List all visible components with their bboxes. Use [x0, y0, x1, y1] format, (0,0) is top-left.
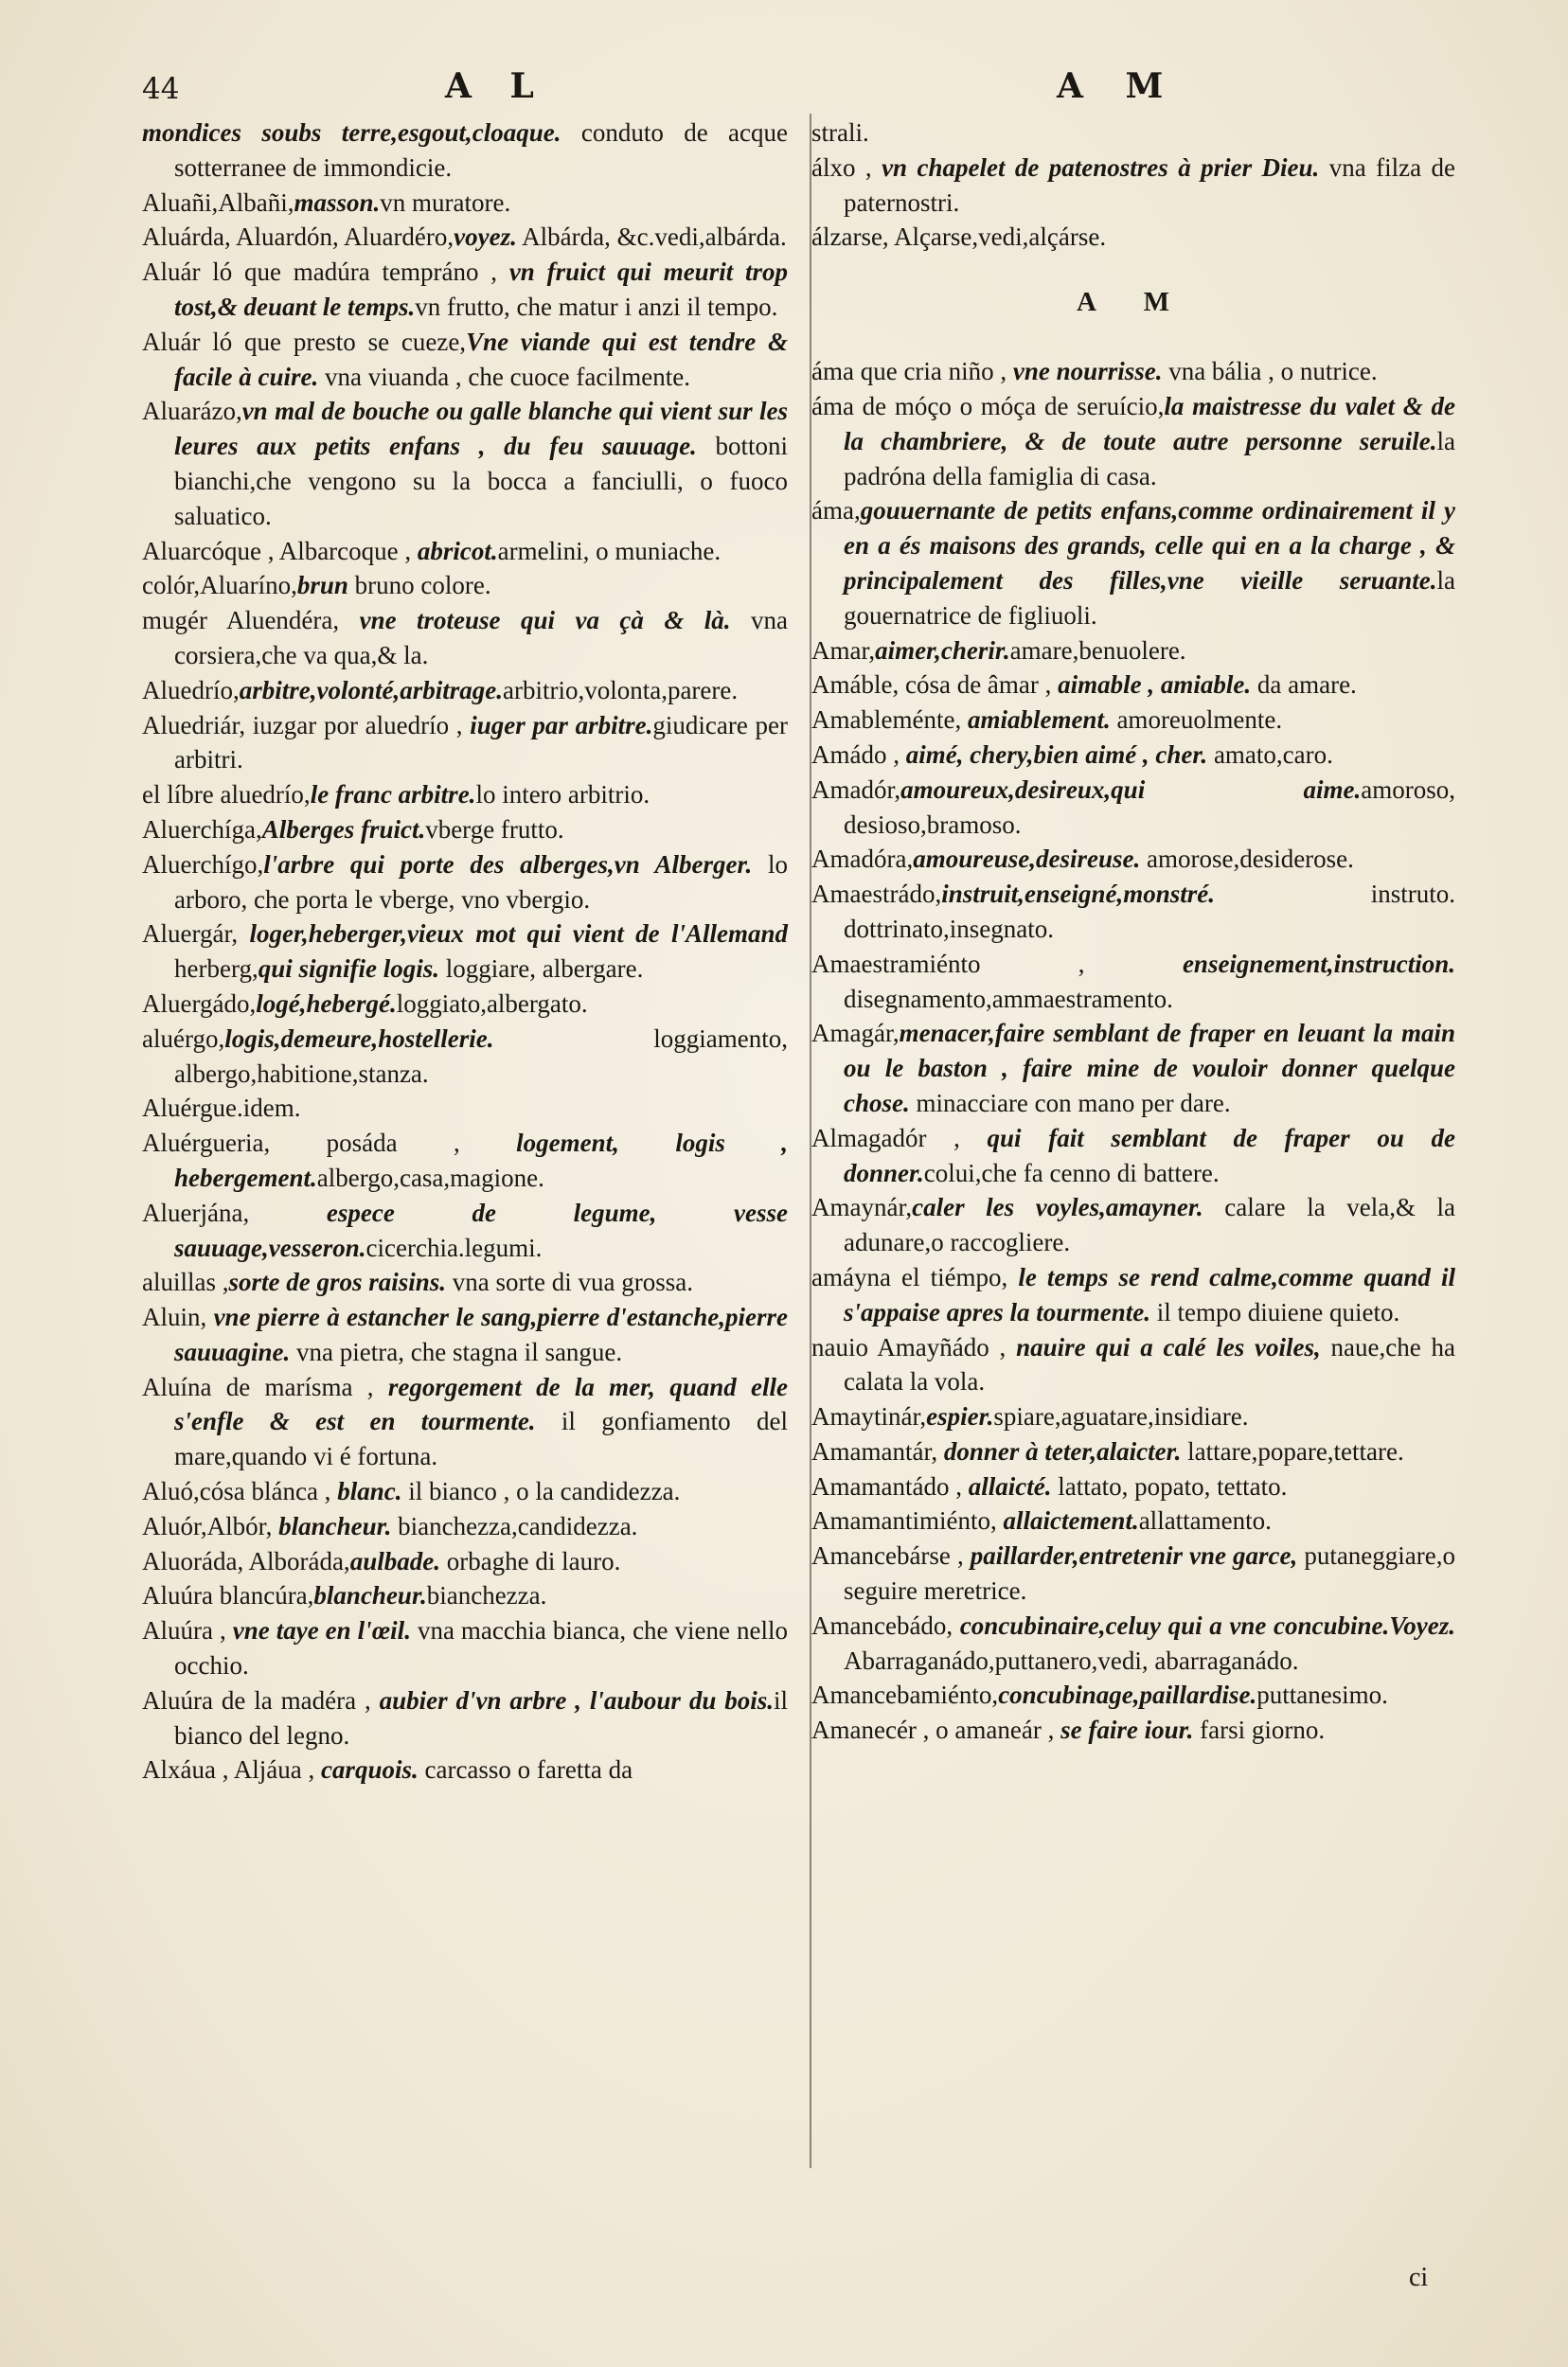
french-gloss: Vne viande qui est tendre & facile à cuire. — [174, 327, 788, 391]
entry-text: vna filza de paternostri. — [844, 152, 1455, 217]
entry-text: aluillas , — [142, 1268, 229, 1297]
entry-text: Amádo , — [811, 739, 906, 769]
entry-text: amoroso, desioso,bramoso. — [844, 774, 1455, 839]
entry-text: calare la vela,& la adunare,o raccogliere. — [844, 1193, 1456, 1257]
entry-text: Aluin, — [142, 1303, 214, 1332]
entry-text: Aluoráda, Alboráda, — [142, 1546, 350, 1575]
french-gloss: vne pierre à estancher le sang,pierre d'estanche,pierre sauuagine. — [174, 1303, 788, 1366]
french-gloss: vne nourrisse. — [1012, 357, 1163, 386]
dictionary-entry — [811, 1016, 1455, 1120]
dictionary-entry — [142, 603, 788, 673]
entry-text: Amaestrádo, — [811, 880, 942, 909]
dictionary-entry — [811, 842, 1455, 877]
entry-text: lo intero arbitrio. — [475, 780, 650, 810]
french-gloss: vn mal de bouche ou galle blanche qui vient sur les leures aux petits enfans , du feu sauuage. — [174, 397, 788, 461]
french-gloss: voyez. — [454, 222, 517, 252]
entry-text: farsi giorno. — [1193, 1716, 1326, 1745]
french-gloss: sorte de gros raisins. — [228, 1268, 447, 1297]
french-gloss: vn chapelet de patenostres à prier Dieu. — [882, 152, 1320, 182]
entry-text: Aluerchíga, — [142, 814, 262, 844]
dictionary-entry — [142, 1091, 788, 1126]
entry-text: Aluergár, — [142, 919, 250, 949]
right-column — [811, 116, 1455, 1748]
dictionary-entry — [811, 1330, 1455, 1400]
french-gloss: gouuernante de petits enfans,comme ordinairement il y en a és maisons des grands, celle qui en a la charge , & principalement des filles,vne vieille seruante. — [844, 496, 1455, 595]
entry-text: vn muratore. — [380, 187, 511, 217]
entry-text: spiare,aguatare,insidiare. — [993, 1402, 1249, 1432]
french-gloss: amoureuse,desireuse. — [913, 845, 1141, 874]
entry-text: Amamantádo , — [811, 1471, 969, 1501]
dictionary-entry — [142, 325, 788, 395]
entry-text: vn frutto, che matur i anzi il tempo. — [415, 292, 778, 321]
french-gloss: instruit,enseigné,monstré. — [941, 880, 1216, 909]
entry-text: la padróna della famiglia di casa. — [844, 426, 1455, 490]
left-running-head: A L — [445, 66, 547, 106]
entry-text: cicerchia.legumi. — [365, 1233, 543, 1262]
dictionary-entry — [811, 877, 1455, 947]
dictionary-entry — [811, 1190, 1455, 1260]
entry-text: Almagadór , — [811, 1123, 988, 1152]
entry-text: Amableménte, — [811, 705, 968, 735]
entry-text: bruno colore. — [347, 571, 491, 600]
dictionary-entry — [811, 773, 1455, 843]
dictionary-entry — [142, 1196, 788, 1266]
dictionary-entry — [142, 1544, 788, 1579]
entry-text: Amaestramiénto , — [811, 949, 1183, 978]
entry-text: herberg, — [174, 954, 258, 984]
french-gloss: blancheur. — [278, 1511, 392, 1540]
entry-text: albergo,casa,magione. — [316, 1163, 544, 1192]
french-gloss: vn fruict qui meurit trop tost,& deuant le temps. — [174, 258, 788, 321]
entry-text: Aluañi,Albañi, — [142, 187, 294, 217]
dictionary-entry — [811, 220, 1455, 255]
entry-text: vna pietra, che stagna il sangue. — [290, 1337, 623, 1366]
entry-text: vberge frutto. — [425, 814, 564, 844]
entry-text: el líbre aluedrío, — [142, 780, 311, 810]
french-gloss: qui signifie logis. — [258, 954, 439, 984]
catchword: ci — [1409, 2263, 1429, 2292]
french-gloss: Alberges fruict. — [261, 814, 426, 844]
entry-text: mugér Aluendéra, — [142, 606, 360, 635]
entry-text: Amaynár, — [811, 1193, 913, 1222]
entry-text: Amamantár, — [811, 1436, 944, 1466]
entry-text: Amaytinár, — [811, 1402, 927, 1432]
dictionary-entry — [811, 1539, 1455, 1609]
dictionary-entry — [142, 116, 788, 186]
dictionary-entry — [142, 673, 788, 708]
entry-text: amáyna el tiémpo, — [811, 1262, 1019, 1291]
entry-text: Aluérgueria, posáda , — [142, 1129, 517, 1158]
entry-text: Amancebamiénto, — [811, 1681, 999, 1710]
dictionary-entry — [811, 947, 1455, 1017]
french-gloss: mondices soubs terre,esgout,cloaque. — [142, 118, 561, 147]
french-gloss: la maistresse du valet & de la chambriere, & de toute autre personne seruile. — [844, 391, 1455, 455]
dictionary-entry — [142, 1300, 788, 1370]
dictionary-entry — [811, 633, 1455, 668]
dictionary-entry — [811, 1121, 1455, 1191]
french-gloss: concubinage,paillardise. — [998, 1681, 1257, 1710]
french-gloss: menacer,faire semblant de fraper en leuant la main ou le baston , faire mine de vouloir donner quelque chose. — [844, 1019, 1455, 1117]
right-running-head: A M — [1057, 66, 1179, 106]
french-gloss: allaictement. — [1003, 1506, 1139, 1536]
dictionary-entry — [142, 220, 788, 255]
dictionary-entry — [142, 394, 788, 533]
dictionary-entry — [811, 1469, 1455, 1504]
french-gloss: se faire iour. — [1060, 1716, 1194, 1745]
entry-text: Amancebádo, — [811, 1611, 960, 1640]
entry-text: Aluúra , — [142, 1616, 233, 1646]
dictionary-entry — [811, 1713, 1455, 1748]
dictionary-entry — [142, 1753, 788, 1788]
dictionary-entry — [142, 1613, 788, 1683]
dictionary-entry — [811, 1609, 1455, 1679]
entry-text: álzarse, Alçarse,vedi,alçárse. — [811, 222, 1107, 252]
dictionary-entry — [142, 255, 788, 325]
entry-text: Aluár ló que madúra tempráno , — [142, 258, 509, 287]
entry-text: orbaghe di lauro. — [439, 1546, 621, 1575]
dictionary-entry — [142, 777, 788, 812]
dictionary-entry — [142, 1370, 788, 1474]
entry-text: amoreuolmente. — [1110, 705, 1283, 735]
entry-text: il gonfiamento del mare,quando vi é fortuna. — [174, 1407, 788, 1471]
entry-text: aluérgo, — [142, 1023, 225, 1053]
dictionary-entry — [142, 1509, 788, 1544]
dictionary-entry — [811, 389, 1455, 493]
entry-text: bianchezza,candidezza. — [391, 1511, 638, 1540]
entry-text: puttanesimo. — [1256, 1681, 1388, 1710]
french-gloss: vne taye en l'œil. — [232, 1616, 411, 1646]
entry-text: áma, — [811, 496, 861, 525]
entry-text: bottoni bianchi,che vengono su la bocca a fanciulli, o fuoco saluatico. — [174, 432, 788, 530]
entry-text: Aluár ló que presto se cueze, — [142, 327, 467, 356]
dictionary-entry — [142, 568, 788, 603]
page-number: 44 — [142, 72, 180, 106]
french-gloss: abricot. — [417, 536, 498, 565]
french-gloss: regorgement de la mer, quand elle s'enfle & est en tourmente. — [174, 1372, 788, 1436]
entry-text: Amáble, cósa de âmar , — [811, 670, 1059, 700]
entry-text: Aluerjána, — [142, 1198, 327, 1227]
french-gloss: masson. — [294, 187, 381, 217]
entry-text: carcasso o faretta da — [418, 1755, 633, 1785]
entry-text: Aluarcóque , Albarcoque , — [142, 536, 418, 565]
french-gloss: qui fait semblant de fraper ou de donner. — [844, 1123, 1455, 1187]
entry-text: strali. — [811, 118, 869, 147]
dictionary-entry — [811, 1260, 1455, 1330]
entry-text: Alxáua , Aljáua , — [142, 1755, 321, 1785]
french-gloss: logement, logis , hebergement. — [174, 1129, 788, 1192]
entry-text: allattamento. — [1138, 1506, 1272, 1536]
french-gloss: logis,demeure,hostellerie. — [224, 1023, 494, 1053]
entry-text: da amare. — [1251, 670, 1357, 700]
dictionary-entry — [142, 534, 788, 569]
french-gloss: nauire qui a calé les voiles, — [1016, 1332, 1321, 1361]
dictionary-entry — [142, 847, 788, 917]
entry-text: Amadór, — [811, 774, 901, 804]
dictionary-entry — [142, 1022, 788, 1092]
entry-text: Amagár, — [811, 1019, 900, 1048]
entry-text: giudicare per arbitri. — [174, 710, 788, 774]
french-gloss: donner à teter,alaicter. — [943, 1436, 1182, 1466]
dictionary-entry — [142, 1265, 788, 1300]
entry-text: colui,che fa cenno di battere. — [923, 1158, 1220, 1187]
french-gloss: aubier d'vn arbre , l'aubour du bois. — [379, 1685, 774, 1715]
entry-text: Albárda, &c.vedi,albárda. — [516, 222, 787, 252]
section-heading: A M — [1077, 287, 1190, 318]
entry-text: Aluó,cósa blánca , — [142, 1477, 338, 1506]
dictionary-entry — [811, 493, 1455, 632]
dictionary-entry — [142, 1474, 788, 1509]
dictionary-entry — [811, 1434, 1455, 1469]
entry-text: vna bália , o nutrice. — [1162, 357, 1378, 386]
entry-text: loggiato,albergato. — [396, 988, 588, 1018]
entry-text: il bianco , o la candidezza. — [401, 1477, 681, 1506]
entry-text: naue,che ha calata la vola. — [844, 1332, 1455, 1397]
entry-text: áma de móço o móça de seruício, — [811, 391, 1165, 420]
french-gloss: paillarder,entretenir vne garce, — [970, 1541, 1298, 1571]
french-gloss: loger,heberger,vieux mot qui vient de l'Allemand — [249, 919, 788, 949]
entry-text: colór,Aluaríno, — [142, 571, 297, 600]
dictionary-entry — [142, 708, 788, 778]
entry-text: Abarraganádo,puttanero,vedi, abarraganádo. — [844, 1646, 1299, 1675]
french-gloss: l'arbre qui porte des alberges,vn Alberger. — [263, 849, 753, 879]
entry-text: Amadóra, — [811, 845, 914, 874]
dictionary-entry — [811, 1678, 1455, 1713]
french-gloss: espece de legume, vesse sauuage,vesseron. — [174, 1198, 788, 1262]
dictionary-entry — [142, 186, 788, 221]
entry-text: amato,caro. — [1207, 739, 1333, 769]
french-gloss: aimable , amiable. — [1058, 670, 1252, 700]
entry-text: bianchezza. — [426, 1581, 547, 1611]
entry-text: Aluerchígo, — [142, 849, 264, 879]
dictionary-entry — [811, 738, 1455, 773]
entry-text: amare,benuolere. — [1009, 635, 1186, 665]
entry-text: Amancebárse , — [811, 1541, 971, 1571]
french-gloss: allaicté. — [968, 1471, 1052, 1501]
entry-text: Aluína de marísma , — [142, 1372, 388, 1401]
entry-text: loggiare, albergare. — [439, 954, 644, 984]
dictionary-entry — [142, 1578, 788, 1613]
entry-text: instruto. dottrinato,insegnato. — [844, 880, 1455, 943]
entry-text: Aluúra de la madéra , — [142, 1685, 380, 1715]
right-column-entries — [811, 354, 1455, 1748]
entry-text: vna macchia bianca, che viene nello occhio. — [174, 1616, 788, 1681]
entry-text: conduto de acque sotterranee de immondicie. — [174, 118, 788, 182]
entry-text: Aluarázo, — [142, 397, 242, 426]
entry-text: Aluergádo, — [142, 988, 257, 1018]
dictionary-entry — [142, 1683, 788, 1753]
entry-text: álxo , — [811, 152, 882, 182]
french-gloss: iuger par arbitre. — [470, 710, 653, 739]
entry-text: lattare,popare,tettare. — [1181, 1436, 1404, 1466]
entry-text: Aluedrío, — [142, 675, 240, 704]
dictionary-entry — [811, 667, 1455, 703]
french-gloss: brun — [296, 571, 348, 600]
entry-text: nauio Amayñádo , — [811, 1332, 1017, 1361]
dictionary-entry — [142, 1126, 788, 1196]
french-gloss: caler les voyles,amayner. — [912, 1193, 1203, 1222]
entry-text: minacciare con mano per dare. — [909, 1088, 1231, 1117]
entry-text: Aluór,Albór, — [142, 1511, 279, 1540]
entry-text: vna corsiera,che va qua,& la. — [174, 606, 788, 669]
entry-text: vna sorte di vua grossa. — [446, 1268, 693, 1297]
entry-text: la gouernatrice de figliuoli. — [844, 565, 1455, 630]
french-gloss: aimer,cherir. — [875, 635, 1010, 665]
dictionary-entry — [811, 1399, 1455, 1434]
french-gloss: arbitre,volonté,arbitrage. — [239, 675, 503, 704]
entry-text: amorose,desiderose. — [1140, 845, 1354, 874]
right-column-top-entries — [811, 116, 1455, 255]
entry-text: il bianco del legno. — [174, 1685, 788, 1750]
entry-text: Aluérgue.idem. — [142, 1094, 301, 1123]
dictionary-entry — [142, 987, 788, 1022]
entry-text: Aluedriár, iuzgar por aluedrío , — [142, 710, 471, 739]
dictionary-entry — [142, 917, 788, 987]
entry-text: Amamantimiénto, — [811, 1506, 1004, 1536]
french-gloss: blanc. — [337, 1477, 402, 1506]
entry-text: Amar, — [811, 635, 876, 665]
entry-text: armelini, o muniache. — [497, 536, 722, 565]
entry-text: lo arboro, che porta le vberge, vno vbergio. — [174, 849, 788, 914]
dictionary-entry — [811, 151, 1455, 221]
dictionary-entry — [811, 116, 1455, 151]
left-column — [142, 116, 788, 1788]
running-header — [0, 0, 1568, 114]
entry-text: lattato, popato, tettato. — [1051, 1471, 1288, 1501]
entry-text: Aluárda, Aluardón, Aluardéro, — [142, 222, 454, 252]
dictionary-entry — [811, 703, 1455, 738]
french-gloss: logé,hebergé. — [256, 988, 397, 1018]
entry-text: Aluúra blancúra, — [142, 1581, 314, 1611]
french-gloss: espier. — [926, 1402, 994, 1432]
dictionary-entry — [142, 812, 788, 847]
entry-text: arbitrio,volonta,parere. — [502, 675, 739, 704]
french-gloss: concubinaire,celuy qui a vne concubine.Voyez. — [959, 1611, 1455, 1640]
entry-text: il tempo diuiene quieto. — [1150, 1297, 1400, 1326]
french-gloss: le temps se rend calme,comme quand il s'appaise apres la tourmente. — [844, 1262, 1455, 1326]
french-gloss: aimé, chery,bien aimé , cher. — [905, 739, 1208, 769]
french-gloss: le franc arbitre. — [310, 780, 476, 810]
dictionary-entry — [811, 1504, 1455, 1539]
french-gloss: aulbade. — [349, 1546, 440, 1575]
french-gloss: enseignement,instruction. — [1182, 949, 1455, 978]
entry-text: vna viuanda , che cuoce facilmente. — [318, 362, 691, 391]
entry-text: áma que cria niño , — [811, 357, 1013, 386]
entry-text: Amanecér , o amaneár , — [811, 1716, 1061, 1745]
french-gloss: blancheur. — [313, 1581, 427, 1611]
french-gloss: amiablement. — [967, 705, 1111, 735]
french-gloss: vne troteuse qui va çà & là. — [359, 606, 731, 635]
entry-text: putaneggiare,o seguire meretrice. — [844, 1541, 1455, 1606]
entry-text: disegnamento,ammaestramento. — [844, 984, 1173, 1013]
entry-text: loggiamento, albergo,habitione,stanza. — [174, 1023, 788, 1088]
french-gloss: carquois. — [320, 1755, 419, 1785]
french-gloss: amoureux,desireux,qui aime. — [900, 774, 1362, 804]
dictionary-entry — [811, 354, 1455, 389]
